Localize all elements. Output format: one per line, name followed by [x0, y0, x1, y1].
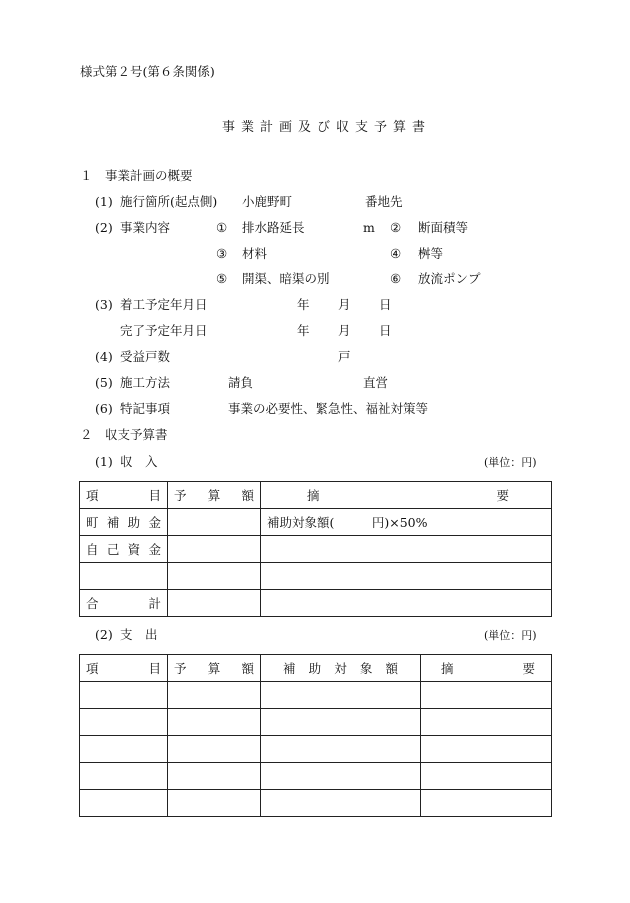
- section2-heading: ２ 収支予算書: [80, 427, 168, 442]
- method-option-direct: 直営: [363, 375, 389, 390]
- header-char: 項: [86, 488, 99, 503]
- table-row: [80, 790, 552, 817]
- item-char: 町: [86, 515, 99, 530]
- income-label: 収 入: [120, 454, 158, 469]
- location-label: 施行箇所(起点側): [120, 194, 218, 209]
- start-month: 月: [338, 297, 351, 312]
- row-item[interactable]: [80, 763, 168, 790]
- notes-label: 特記事項: [120, 401, 171, 416]
- row-subsidy[interactable]: [261, 763, 421, 790]
- content-item-text: 排水路延長: [242, 220, 305, 235]
- row-budget[interactable]: [168, 736, 261, 763]
- header-char: 予: [174, 488, 187, 503]
- table-header-row: [80, 655, 552, 682]
- header-char: 象: [359, 661, 373, 676]
- row-remarks[interactable]: [261, 563, 552, 590]
- row-remarks[interactable]: [421, 709, 552, 736]
- expense-num: (2): [95, 627, 113, 642]
- header-remarks: [261, 482, 552, 509]
- content-item-mark: ④: [390, 246, 402, 261]
- finish-year: 年: [297, 323, 310, 338]
- row-item[interactable]: [80, 790, 168, 817]
- table-row: [80, 563, 552, 590]
- header-budget: [168, 482, 261, 509]
- row-budget[interactable]: [168, 682, 261, 709]
- row-remarks[interactable]: [421, 682, 552, 709]
- header-char: 対: [334, 661, 347, 676]
- header-item: [80, 482, 168, 509]
- notes-num: (6): [95, 401, 113, 416]
- section1-heading: １ 事業計画の概要: [80, 168, 193, 183]
- row-item: [80, 536, 168, 563]
- location-town: 小鹿野町: [242, 194, 293, 209]
- row-subsidy[interactable]: [261, 709, 421, 736]
- item-char: 補: [106, 515, 120, 530]
- header-subsidy: [261, 655, 421, 682]
- table-row-total: [80, 590, 552, 617]
- method-option-contract: 請負: [228, 375, 254, 390]
- expense-label: 支 出: [120, 627, 158, 642]
- header-item: [80, 655, 168, 682]
- table-row: [80, 709, 552, 736]
- content-item-text: 断面積等: [418, 220, 469, 235]
- method-num: (5): [95, 375, 113, 390]
- header-char: 補: [283, 661, 296, 676]
- header-char: 助: [308, 661, 322, 676]
- item-char: 自: [86, 542, 99, 557]
- income-num: (1): [95, 454, 113, 469]
- header-budget: [168, 655, 261, 682]
- form-number: 様式第２号(第６条関係): [80, 64, 215, 79]
- header-remarks: [421, 655, 552, 682]
- content-label: 事業内容: [120, 220, 171, 235]
- row-budget[interactable]: [168, 590, 261, 617]
- header-char: 額: [241, 661, 254, 676]
- row-item[interactable]: [80, 682, 168, 709]
- row-remarks[interactable]: [261, 590, 552, 617]
- households-label: 受益戸数: [120, 349, 171, 364]
- content-item-mark: ⑥: [390, 271, 402, 286]
- table-row: [80, 682, 552, 709]
- header-char: 摘: [441, 661, 454, 676]
- content-item-text: 放流ポンプ: [418, 271, 481, 286]
- expense-table: [79, 654, 552, 817]
- finish-month: 月: [338, 323, 351, 338]
- row-remarks[interactable]: 補助対象額( 円)×50%: [261, 509, 552, 536]
- table-row: [80, 509, 552, 536]
- content-item-text: 開渠、暗渠の別: [242, 271, 330, 286]
- row-subsidy[interactable]: [261, 790, 421, 817]
- item-char: 合: [86, 596, 99, 611]
- table-row: [80, 763, 552, 790]
- header-char: 算: [207, 661, 221, 676]
- row-item[interactable]: [80, 563, 168, 590]
- start-num: (3): [95, 297, 113, 312]
- households-unit: 戸: [338, 349, 351, 364]
- location-suffix: 番地先: [365, 194, 403, 209]
- content-item-unit: m: [363, 220, 375, 235]
- row-budget[interactable]: [168, 790, 261, 817]
- row-remarks[interactable]: [421, 790, 552, 817]
- page-title: 事業計画及び収支予算書: [222, 120, 432, 135]
- notes-text: 事業の必要性、緊急性、福祉対策等: [228, 401, 429, 416]
- row-budget[interactable]: [168, 509, 261, 536]
- item-char: 金: [148, 542, 161, 557]
- start-day: 日: [379, 297, 392, 312]
- finish-day: 日: [379, 323, 392, 338]
- header-char: 目: [148, 488, 161, 503]
- row-item[interactable]: [80, 709, 168, 736]
- content-item-mark: ②: [390, 220, 402, 235]
- row-item[interactable]: [80, 736, 168, 763]
- row-item: [80, 590, 168, 617]
- row-budget[interactable]: [168, 536, 261, 563]
- item-char: 計: [148, 596, 161, 611]
- header-char: 額: [241, 488, 254, 503]
- row-item: [80, 509, 168, 536]
- item-char: 己: [106, 542, 120, 557]
- item-char: 資: [127, 542, 141, 557]
- header-char: 要: [522, 661, 535, 676]
- content-item-text: 桝等: [418, 246, 444, 261]
- header-char: 要: [496, 488, 509, 503]
- content-item-text: 材料: [242, 246, 268, 261]
- content-num: (2): [95, 220, 113, 235]
- table-row: [80, 736, 552, 763]
- header-char: 額: [385, 661, 398, 676]
- row-remarks[interactable]: [261, 536, 552, 563]
- content-item-mark: ⑤: [216, 271, 228, 286]
- row-subsidy[interactable]: [261, 736, 421, 763]
- row-budget[interactable]: [168, 709, 261, 736]
- header-char: 目: [148, 661, 161, 676]
- row-budget[interactable]: [168, 563, 261, 590]
- start-label: 着工予定年月日: [120, 297, 208, 312]
- location-num: (1): [95, 194, 113, 209]
- item-char: 金: [148, 515, 161, 530]
- table-row: [80, 536, 552, 563]
- finish-label: 完了予定年月日: [120, 323, 208, 338]
- row-budget[interactable]: [168, 763, 261, 790]
- expense-unit: (単位：円): [484, 629, 537, 642]
- header-char: 予: [174, 661, 187, 676]
- content-item-mark: ①: [216, 220, 228, 235]
- header-char: 算: [207, 488, 221, 503]
- start-year: 年: [297, 297, 310, 312]
- row-remarks[interactable]: [421, 736, 552, 763]
- content-item-mark: ③: [216, 246, 228, 261]
- header-char: 摘: [307, 488, 320, 503]
- table-header-row: [80, 482, 552, 509]
- households-num: (4): [95, 349, 113, 364]
- header-char: 項: [86, 661, 99, 676]
- income-table: [79, 481, 552, 617]
- row-remarks[interactable]: [421, 763, 552, 790]
- item-char: 助: [127, 515, 141, 530]
- method-label: 施工方法: [120, 375, 171, 390]
- income-unit: (単位：円): [484, 456, 537, 469]
- row-subsidy[interactable]: [261, 682, 421, 709]
